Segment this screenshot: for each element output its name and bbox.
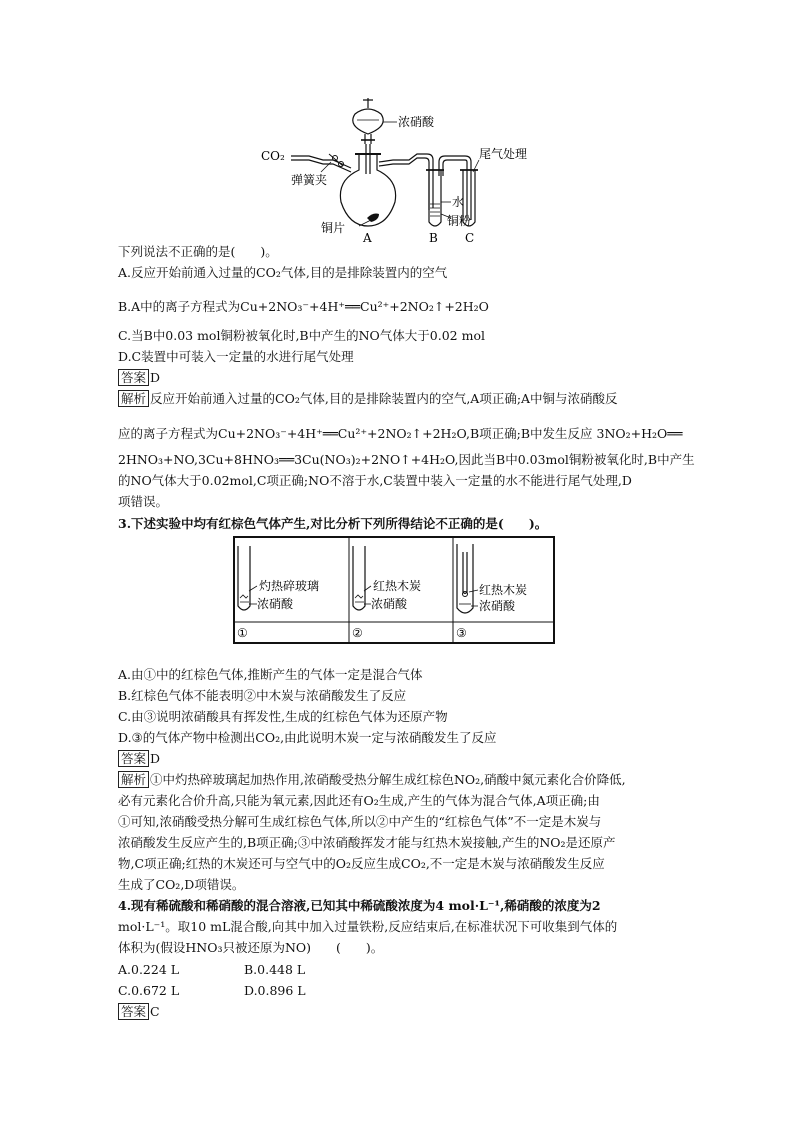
q3-option-b: B.红棕色气体不能表明②中木炭与浓硝酸发生了反应 [118,688,407,703]
q2-stem: 下列说法不正确的是( )。 [118,244,278,259]
co2-inlet-tube [291,156,351,172]
q2-analysis-line-5: 项错误。 [118,494,169,509]
q3-option-d: D.③的气体产物中检测出CO₂,由此说明木炭一定与浓硝酸发生了反应 [118,730,497,745]
q2-analysis-line-3: 2HNO₃+NO,3Cu+8HNO₃══3Cu(NO₃)₂+2NO↑+4H₂O,因此当B中0.03mol铜粉被氧化时,B中产生 [118,452,695,467]
acid-label: 浓硝酸 [398,115,435,129]
q3-analysis-line-4: 浓硝酸发生反应产生的,B项正确;③中浓硝酸挥发才能与红热木炭接触,产生的NO₂是还原产 [118,835,616,850]
q4-option-c: C.0.672 L [118,983,180,998]
q3-analysis-line-2: 必有元素化合价升高,只能为氧元素,因此还有O₂生成,产生的气体为混合气体,A项正确;由 [118,793,600,808]
q4-option-a: A.0.224 L [118,962,180,977]
tube-2 [353,546,365,610]
exhaust-label: 尾气处理 [479,147,528,161]
answer-value: D [150,751,161,766]
q3-experiment-figure [233,536,555,644]
answer-value: D [150,370,161,385]
q4-stem-line-1: 4.现有稀硫酸和稀硝酸的混合溶液,已知其中稀硫酸浓度为4 mol·L⁻¹,稀硝酸的浓度为2 [118,898,601,913]
separatory-funnel [353,98,383,174]
outlet-tube-b-c [439,156,471,220]
q2-analysis-line-1: 解析 反应开始前通入过量的CO₂气体,目的是排除装置内的空气,A项正确;A中铜与浓硝酸反 [118,389,618,409]
copper-powder [430,204,440,216]
q3-analysis-line-5: 物,C项正确;红热的木炭还可与空气中的O₂反应生成CO₂,不一定是木炭与浓硝酸发生反应 [118,856,605,871]
analysis-label: 解析 [118,390,149,407]
cell1-label1: 灼热碎玻璃 [259,579,320,593]
tube-1 [238,546,250,610]
q3-option-c: C.由③说明浓硝酸具有挥发性,生成的红棕色气体为还原产物 [118,709,448,724]
q2-analysis-line-2: 应的离子方程式为Cu+2NO₃⁻+4H⁺══Cu²⁺+2NO₂↑+2H₂O,B项正确;B中发生反应 3NO₂+H₂O══ [118,426,683,441]
q3-analysis-line-6: 生成了CO₂,D项错误。 [118,877,245,892]
q2-option-b: B.A中的离子方程式为Cu+2NO₃⁻+4H⁺══Cu²⁺+2NO₂↑+2H₂O [118,299,489,314]
apparatus-figure [255,92,545,244]
cell1-label2: 浓硝酸 [257,597,294,611]
q3-analysis-line-3: ①可知,浓硝酸受热分解可生成红棕色气体,所以②中产生的“红棕色气体”不一定是木炭与 [118,814,602,829]
cell3-number: ③ [456,626,467,640]
q4-option-d: D.0.896 L [244,983,306,998]
q2-option-c: C.当B中0.03 mol铜粉被氧化时,B中产生的NO气体大于0.02 mol [118,328,485,343]
q2-option-a: A.反应开始前通入过量的CO₂气体,目的是排除装置内的空气 [118,265,448,280]
q2-answer [118,368,160,388]
tube-3 [457,544,473,613]
answer-value: C [150,1004,160,1019]
outlet-tube-a-b [379,154,433,210]
test-tube-b [426,170,444,226]
answer-label: 答案 [118,369,149,386]
copper-sheet-leader [359,220,371,226]
answer-label: 答案 [118,1003,149,1020]
q4-stem-line-2: mol·L⁻¹。取10 mL混合酸,向其中加入过量铁粉,反应结束后,在标准状况下可收集到气体的 [118,919,618,934]
label-a: A [363,231,372,244]
cell2-label2: 浓硝酸 [371,597,408,611]
answer-label: 答案 [118,750,149,767]
q4-answer [118,1002,160,1022]
co2-label: CO₂ [261,149,285,163]
cell2-number: ② [352,626,363,640]
q4-option-b: B.0.448 L [244,962,306,977]
clamp-label: 弹簧夹 [291,173,328,187]
q3-answer [118,749,160,769]
copper-sheet-label: 铜片 [321,221,346,235]
q4-stem-line-3: 体积为(假设HNO₃只被还原为NO) ( )。 [118,940,384,955]
q3-stem: 3.下述实验中均有红棕色气体产生,对比分析下列所得结论不正确的是( )。 [118,516,548,531]
water-label: 水 [452,195,465,209]
q3-analysis-line-1: 解析 ①中灼热碎玻璃起加热作用,浓硝酸受热分解生成红棕色NO₂,硝酸中氮元素化合价降低, [118,770,626,790]
cell3-label2: 浓硝酸 [479,599,516,613]
glass-fragments-1 [240,595,249,602]
q2-analysis-line-4: 的NO气体大于0.02mol,C项正确;NO不溶于水,C装置中装入一定量的水不能进行尾气处理,D [118,473,632,488]
cell1-number: ① [237,626,248,640]
q3-option-a: A.由①中的红棕色气体,推断产生的气体一定是混合气体 [118,667,423,682]
label-b: B [429,231,438,244]
charcoal-2 [355,595,364,602]
analysis-label: 解析 [118,771,149,788]
label-c: C [465,231,475,244]
cell3-label1: 红热木炭 [479,583,528,597]
cell2-label1: 红热木炭 [373,579,422,593]
copper-powder-label: 铜粉 [447,214,472,228]
q2-option-d: D.C装置中可装入一定量的水进行尾气处理 [118,349,354,364]
